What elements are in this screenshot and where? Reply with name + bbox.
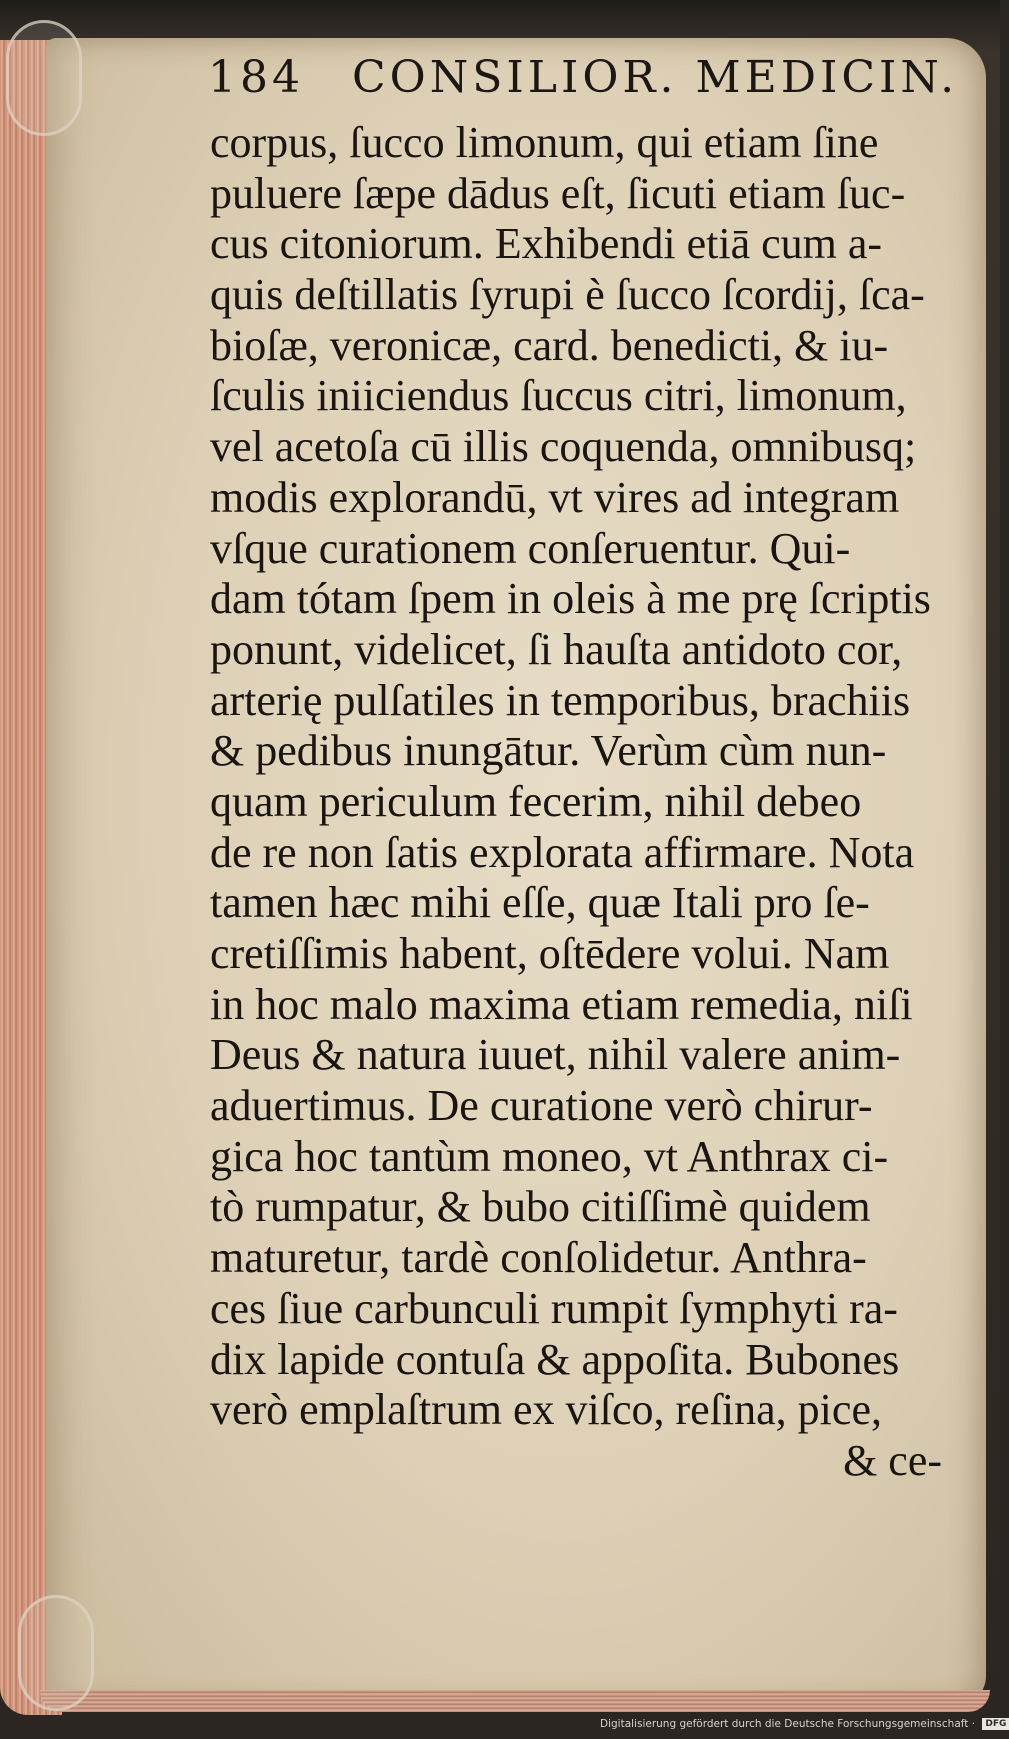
dfg-logo: DFG <box>982 1718 1009 1730</box>
text-line: ſculis iniiciendus ſuccus citri, limonum, <box>210 371 907 421</box>
text-line: dam tótam ſpem in oleis à me prę ſcriptis <box>210 574 931 624</box>
text-line: in hoc malo maxima etiam remedia, niſi <box>210 979 913 1029</box>
text-line: cretiſſimis habent, oſtēdere volui. Nam <box>210 929 890 978</box>
credit-text: Digitalisierung gefördert durch die Deutsche Forschungsgemeinschaft <box>600 1718 969 1730</box>
text-line: Deus & natura iuuet, nihil valere anim- <box>210 1030 901 1080</box>
text-line: tamen hæc mihi eſſe, quæ Itali pro ſe- <box>210 878 870 928</box>
text-line: corpus, ſucco limonum, qui etiam ſine <box>210 118 879 167</box>
text-line: gica hoc tantùm moneo, vt Anthrax ci- <box>210 1131 889 1181</box>
text-line: aduertimus. De curatione verò chirur- <box>210 1081 873 1131</box>
text-line: ces ſiue carbunculi rumpit ſymphyti ra- <box>210 1283 898 1333</box>
digitization-credit: Digitalisierung gefördert durch die Deutsche Forschungsgemeinschaft · DFG <box>600 1718 995 1736</box>
text-line: maturetur, tardè conſolidetur. Anthra- <box>210 1233 867 1283</box>
text-line: puluere ſæpe dādus eſt, ſicuti etiam ſuc- <box>210 168 906 218</box>
text-line: quis deſtillatis ſyrupi è ſucco ſcordij, ſca- <box>210 270 925 320</box>
text-line: de re non ſatis explorata affirmare. Nota <box>210 827 915 877</box>
text-line: cus citoniorum. Exhibendi etiā cum a- <box>210 219 883 269</box>
text-line: modis explorandū, vt vires ad integram <box>210 472 900 522</box>
text-line: quam periculum fecerim, nihil debeo <box>210 776 862 826</box>
page-clip-top <box>6 20 82 136</box>
page-clip-bottom <box>18 1595 94 1711</box>
catchword: & ce- <box>843 1435 942 1485</box>
text-line: ponunt, videlicet, ſi hauſta antidoto cor, <box>210 624 903 674</box>
running-header <box>208 52 959 122</box>
text-line: vel acetoſa cū illis coquenda, omnibusq; <box>210 422 917 472</box>
text-line: & pedibus inungātur. Verùm cùm nun- <box>210 726 887 776</box>
text-line: verò emplaſtrum ex viſco, reſina, pice, <box>210 1385 882 1435</box>
body-text <box>210 118 970 1487</box>
text-line: dix lapide contuſa & appoſita. Bubones <box>210 1334 900 1384</box>
text-line: arterię pulſatiles in temporibus, brachiis <box>210 675 911 725</box>
book-bottom-edge <box>40 1690 990 1712</box>
text-line: vſque curationem conſeruentur. Qui- <box>210 523 851 573</box>
running-title: CONSILIOR. MEDICIN. <box>351 52 959 103</box>
text-line: tò rumpatur, & bubo citiſſimè quidem <box>210 1182 871 1232</box>
text-line: bioſæ, veronicæ, card. benedicti, & iu- <box>210 320 889 370</box>
page-number: 184 <box>208 52 304 103</box>
